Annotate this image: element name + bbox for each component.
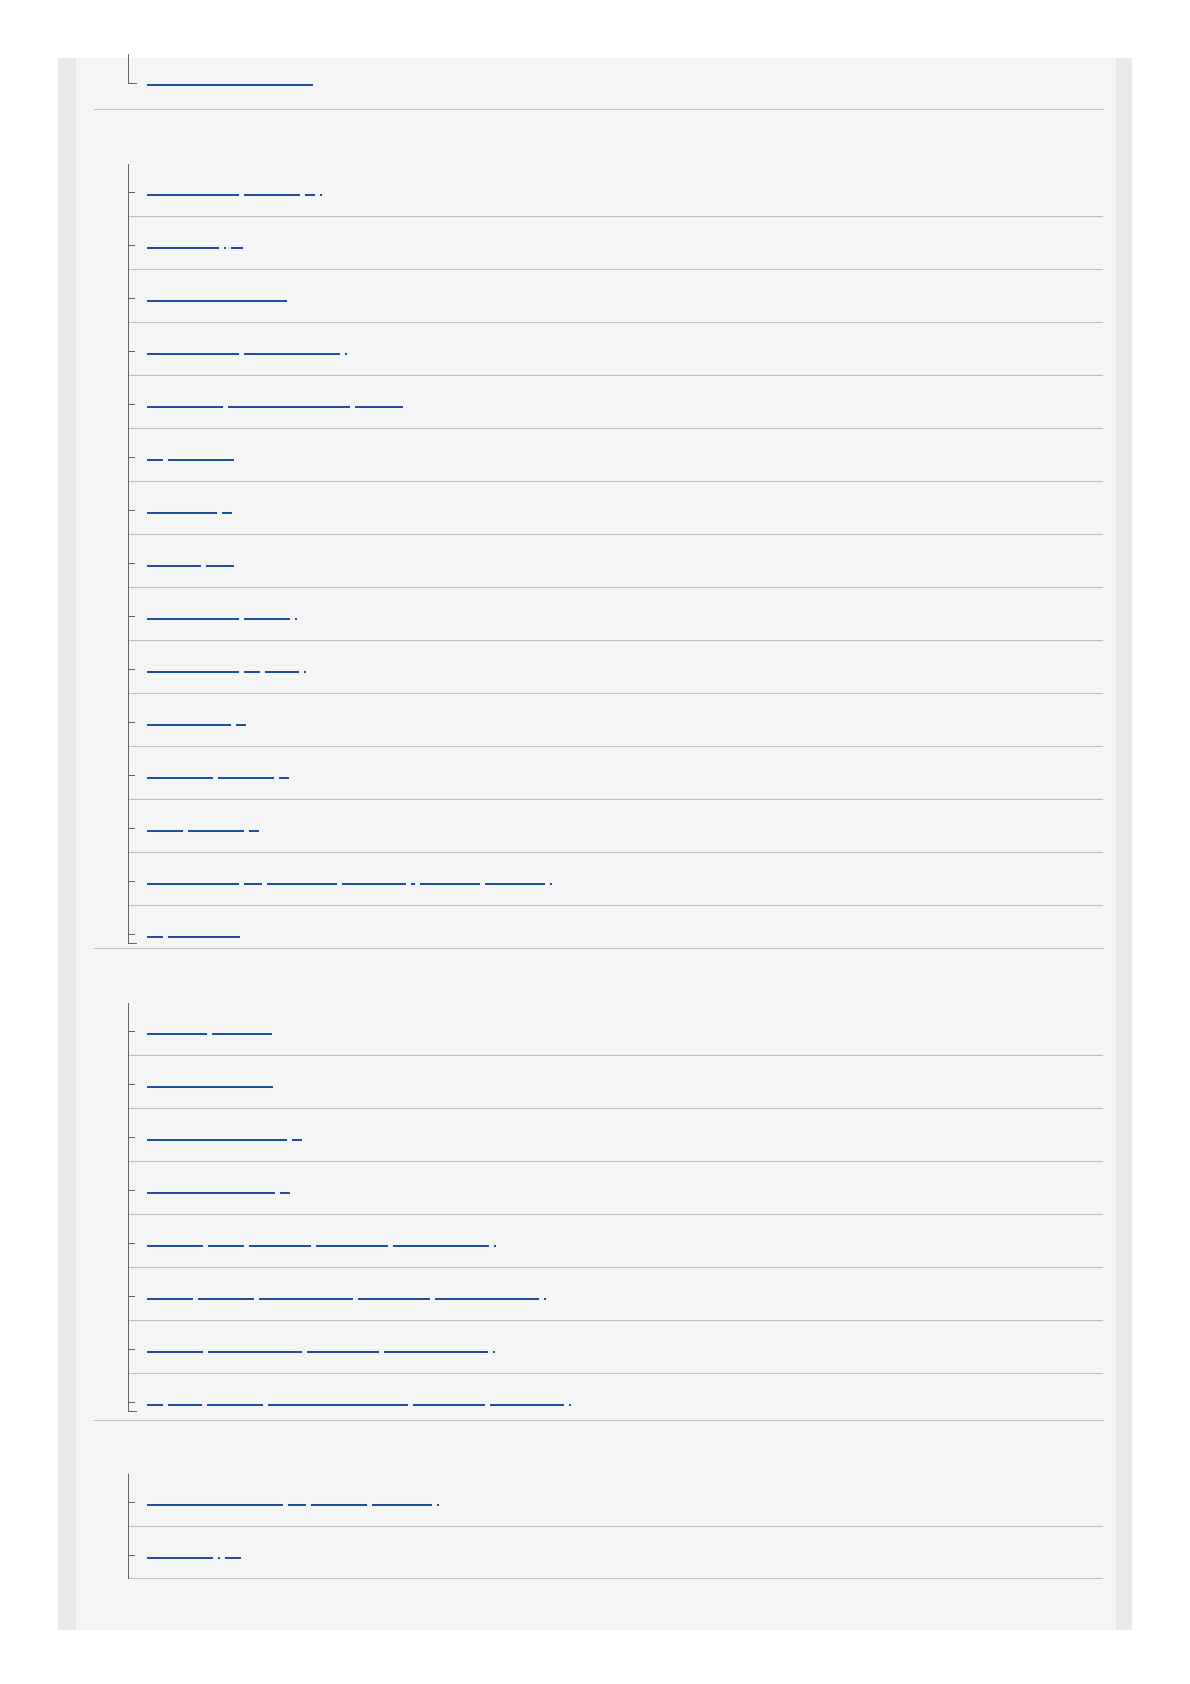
toc-list-item [129,853,1103,906]
link-underline [147,247,219,249]
toc-list-item [129,800,1103,853]
link-underline [288,1504,306,1506]
link-underline [244,353,340,355]
toc-link[interactable] [147,830,259,832]
toc-list-item [129,217,1103,270]
link-underline [188,830,244,832]
section-divider [94,109,1104,110]
link-underline [147,84,313,86]
link-underline [225,1557,241,1559]
tree-branch [129,775,135,776]
link-underline [437,1504,439,1506]
toc-list-item [129,535,1103,588]
toc-link[interactable] [147,1404,571,1406]
tree-branch [129,1296,135,1297]
toc-link[interactable] [147,724,246,726]
tree-branch [129,828,135,829]
link-underline [207,1404,263,1406]
link-underline [147,565,201,567]
link-underline [358,1298,430,1300]
link-underline [544,1298,546,1300]
toc-link[interactable] [147,1504,439,1506]
toc-link[interactable] [147,1245,496,1247]
link-underline [218,777,274,779]
toc-link[interactable] [147,1033,272,1035]
toc-list-item [129,1321,1103,1374]
tree-branch [129,1243,135,1244]
link-underline [228,406,350,408]
tree-branch [129,563,135,564]
link-underline [168,1404,202,1406]
toc-list-item [129,270,1103,323]
link-underline [320,194,322,196]
link-underline [147,512,217,514]
link-underline [147,406,223,408]
link-underline [147,830,183,832]
toc-list-item [129,1162,1103,1215]
tree-branch [129,457,135,458]
link-underline [490,1404,564,1406]
link-underline [316,1245,388,1247]
link-underline [208,1245,244,1247]
link-underline [147,1504,283,1506]
tree-branch [129,1502,135,1503]
link-underline [147,353,239,355]
link-underline [147,1033,207,1035]
tree-branch [129,351,135,352]
toc-list-item [129,429,1103,482]
link-underline [435,1298,539,1300]
link-underline [268,1404,408,1406]
link-underline [244,194,300,196]
link-underline [411,883,415,885]
toc-link[interactable] [147,1351,495,1353]
link-underline [206,565,234,567]
link-underline [147,777,213,779]
toc-list-item [129,1474,1103,1527]
tree-branch [129,404,135,405]
link-underline [372,1504,432,1506]
link-underline [218,1557,220,1559]
link-underline [147,883,239,885]
toc-list-item [129,323,1103,376]
tree-branch [129,881,135,882]
link-underline [147,671,239,673]
tree-branch [129,1031,135,1032]
toc-link[interactable] [147,936,240,938]
link-underline [147,1086,273,1088]
toc-list-item [129,1109,1103,1162]
link-underline [550,883,552,885]
link-underline [244,618,290,620]
link-underline [147,1139,287,1141]
toc-list-item [129,588,1103,641]
link-underline [311,1504,367,1506]
link-underline [413,1404,485,1406]
link-underline [355,406,403,408]
toc-link[interactable] [147,194,322,196]
toc-group-0 [128,54,1103,84]
link-underline [295,618,297,620]
link-underline [307,1351,379,1353]
link-underline [292,1139,302,1141]
toc-list-item [129,1003,1103,1056]
link-underline [244,883,262,885]
toc-link[interactable] [147,1298,546,1300]
toc-link[interactable] [147,247,243,249]
link-underline [342,883,406,885]
toc-group-1 [128,164,1103,944]
tree-branch [129,192,135,193]
link-underline [147,1192,275,1194]
link-underline [212,1033,272,1035]
link-underline [485,883,545,885]
link-underline [236,724,246,726]
toc-link[interactable] [147,565,234,567]
link-underline [222,512,232,514]
tree-branch [129,722,135,723]
tree-branch [129,669,135,670]
section-divider [94,1420,1104,1421]
tree-branch [129,934,135,935]
link-underline [231,247,243,249]
toc-link[interactable] [147,353,347,355]
tree-branch [129,1402,135,1403]
tree-branch [129,1349,135,1350]
link-underline [420,883,480,885]
toc-list-item [129,906,1103,944]
link-underline [244,671,260,673]
tree-branch [129,1084,135,1085]
link-underline [147,1557,213,1559]
link-underline [147,300,287,302]
toc-list-item [129,747,1103,800]
tree-branch [129,298,135,299]
toc-link[interactable] [147,883,552,885]
link-underline [494,1245,496,1247]
toc-list-item [129,641,1103,694]
link-underline [393,1245,489,1247]
toc-link[interactable] [147,1557,241,1559]
tree-branch [129,1190,135,1191]
link-underline [168,936,240,938]
toc-list-item [129,1527,1103,1579]
toc-link[interactable] [147,1139,302,1141]
link-underline [147,618,239,620]
toc-list-item [129,376,1103,429]
link-underline [345,353,347,355]
tree-branch [129,616,135,617]
link-underline [198,1298,254,1300]
toc-link[interactable] [147,671,306,673]
link-underline [208,1351,302,1353]
toc-list-item [129,694,1103,747]
link-underline [384,1351,488,1353]
tree-branch [129,1137,135,1138]
link-underline [279,777,289,779]
toc-link[interactable] [147,618,297,620]
link-underline [147,936,163,938]
toc-list-item [129,482,1103,535]
link-underline [493,1351,495,1353]
link-underline [224,247,226,249]
link-underline [168,459,234,461]
toc-link[interactable] [147,84,313,86]
link-underline [147,459,163,461]
toc-group-2 [128,1003,1103,1412]
toc-link[interactable] [147,512,232,514]
tree-branch [129,510,135,511]
link-underline [147,1351,203,1353]
toc-list-item [129,164,1103,217]
toc-link[interactable] [147,300,287,302]
link-underline [304,671,306,673]
toc-link[interactable] [147,459,234,461]
link-underline [249,1245,311,1247]
link-underline [259,1298,353,1300]
link-underline [305,194,315,196]
toc-list-item [129,1268,1103,1321]
link-underline [147,1404,163,1406]
toc-list-item [129,1374,1103,1412]
tree-branch [129,1555,135,1556]
toc-link[interactable] [147,406,403,408]
link-underline [147,194,239,196]
toc-list-item [129,1215,1103,1268]
link-underline [147,724,231,726]
toc-list-item [129,1056,1103,1109]
link-underline [569,1404,571,1406]
toc-link[interactable] [147,1192,290,1194]
link-underline [267,883,337,885]
link-underline [265,671,299,673]
tree-branch [129,245,135,246]
link-underline [280,1192,290,1194]
link-underline [147,1298,193,1300]
section-divider [94,948,1104,949]
toc-link[interactable] [147,1086,273,1088]
link-underline [147,1245,203,1247]
link-underline [249,830,259,832]
toc-link[interactable] [147,777,289,779]
toc-group-3 [128,1474,1103,1579]
